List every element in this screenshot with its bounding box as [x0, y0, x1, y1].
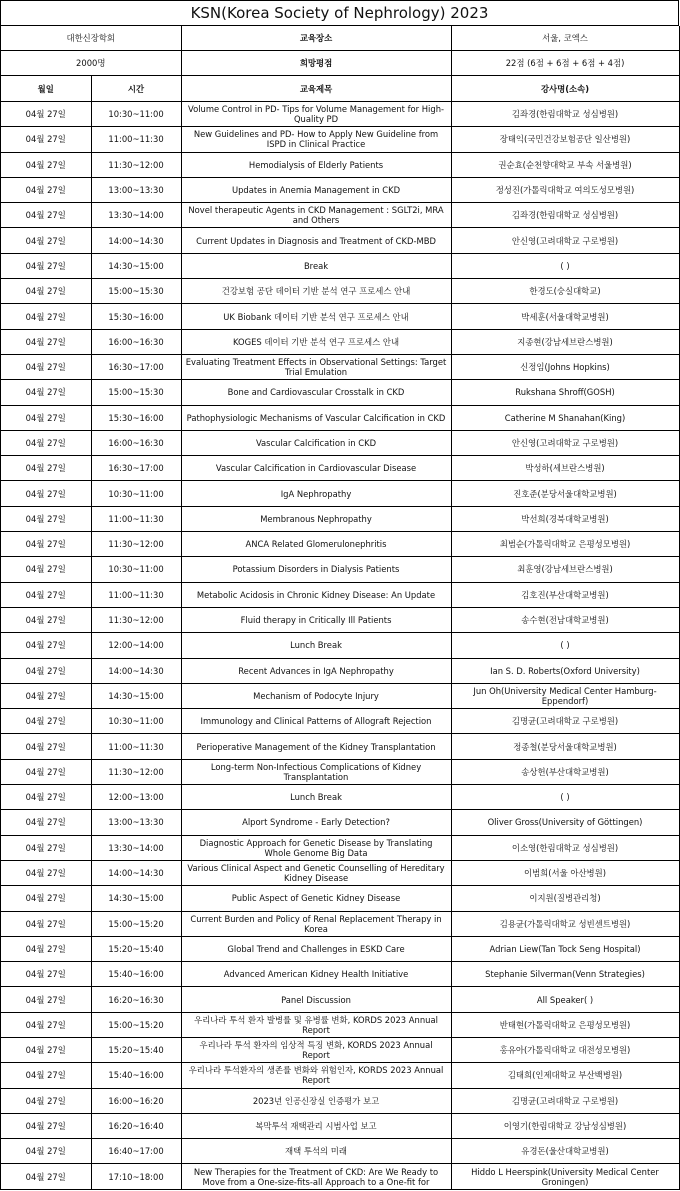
- date-cell: 04월 27일: [1, 1113, 91, 1138]
- time-cell: 12:00~13:00: [91, 785, 181, 810]
- time-cell: 14:30~15:00: [91, 683, 181, 708]
- topic-cell: Recent Advances in IgA Nephropathy: [181, 658, 451, 683]
- time-cell: 16:30~17:00: [91, 354, 181, 379]
- time-cell: 11:00~11:30: [91, 506, 181, 531]
- topic-cell: 재택 투석의 미래: [181, 1139, 451, 1164]
- topic-cell: 복막투석 재택관리 시범사업 보고: [181, 1113, 451, 1138]
- time-cell: 16:30~17:00: [91, 456, 181, 481]
- date-cell: 04월 27일: [1, 785, 91, 810]
- topic-cell: 우리나라 투석 환자 발병률 및 유병률 변화, KORDS 2023 Annual Report: [181, 1012, 451, 1037]
- date-cell: 04월 27일: [1, 1063, 91, 1088]
- topic-cell: Vascular Calcification in Cardiovascular Disease: [181, 456, 451, 481]
- header-topic: 교육제목: [181, 76, 451, 102]
- topic-cell: Potassium Disorders in Dialysis Patients: [181, 557, 451, 582]
- header-lecturer: 강사명(소속): [451, 76, 679, 102]
- lecturer-cell: Ian S. D. Roberts(Oxford University): [451, 658, 679, 683]
- lecturer-cell: 김태희(인제대학교 부산백병원): [451, 1063, 679, 1088]
- topic-cell: Hemodialysis of Elderly Patients: [181, 152, 451, 177]
- time-cell: 17:10~18:00: [91, 1164, 181, 1189]
- table-header: [1, 76, 679, 102]
- date-cell: 04월 27일: [1, 860, 91, 885]
- table-row: [1, 481, 679, 506]
- table-row: [1, 354, 679, 379]
- table-row: [1, 835, 679, 860]
- topic-cell: Alport Syndrome - Early Detection?: [181, 810, 451, 835]
- lecturer-cell: 이지원(질병관리청): [451, 886, 679, 911]
- topic-cell: 우리나라 투석 환자의 임상적 특징 변화, KORDS 2023 Annual Report: [181, 1037, 451, 1062]
- date-cell: 04월 27일: [1, 1088, 91, 1113]
- topic-cell: Current Updates in Diagnosis and Treatment of CKD-MBD: [181, 228, 451, 253]
- topic-cell: 우리나라 투석환자의 생존률 변화와 위험인자, KORDS 2023 Annual Report: [181, 1063, 451, 1088]
- date-cell: 04월 27일: [1, 127, 91, 152]
- date-cell: 04월 27일: [1, 683, 91, 708]
- table-row: [1, 279, 679, 304]
- topic-cell: Mechanism of Podocyte Injury: [181, 683, 451, 708]
- lecturer-cell: 안신영(고려대학교 구로병원): [451, 430, 679, 455]
- topic-cell: Break: [181, 253, 451, 278]
- topic-cell: Current Burden and Policy of Renal Replacement Therapy in Korea: [181, 911, 451, 936]
- lecturer-cell: 이범희(서울 아산병원): [451, 860, 679, 885]
- table-row: [1, 962, 679, 987]
- table-row: [1, 734, 679, 759]
- table-row: [1, 1063, 679, 1088]
- lecturer-cell: 이영기(한림대학교 강남성심병원): [451, 1113, 679, 1138]
- lecturer-cell: 박성하(세브란스병원): [451, 456, 679, 481]
- capacity-value: 2000명: [1, 51, 181, 76]
- lecturer-cell: 김호진(부산대학교병원): [451, 582, 679, 607]
- time-cell: 16:00~16:30: [91, 329, 181, 354]
- date-cell: 04월 27일: [1, 709, 91, 734]
- date-cell: 04월 27일: [1, 177, 91, 202]
- table-row: [1, 304, 679, 329]
- topic-cell: Perioperative Management of the Kidney Transplantation: [181, 734, 451, 759]
- topic-cell: Pathophysiologic Mechanisms of Vascular Calcification in CKD: [181, 405, 451, 430]
- lecturer-cell: 박선희(경북대학교병원): [451, 506, 679, 531]
- info-row-capacity: [1, 51, 679, 76]
- lecturer-cell: 송수현(전남대학교병원): [451, 607, 679, 632]
- topic-cell: Various Clinical Aspect and Genetic Counselling of Hereditary Kidney Disease: [181, 860, 451, 885]
- date-cell: 04월 27일: [1, 380, 91, 405]
- page-title: KSN(Korea Society of Nephrology) 2023: [1, 1, 679, 26]
- date-cell: 04월 27일: [1, 532, 91, 557]
- table-row: [1, 936, 679, 961]
- topic-cell: Metabolic Acidosis in Chronic Kidney Disease: An Update: [181, 582, 451, 607]
- lecturer-cell: ( ): [451, 633, 679, 658]
- date-cell: 04월 27일: [1, 481, 91, 506]
- date-cell: 04월 27일: [1, 1164, 91, 1189]
- time-cell: 13:30~14:00: [91, 835, 181, 860]
- table-row: [1, 177, 679, 202]
- date-cell: 04월 27일: [1, 987, 91, 1012]
- date-cell: 04월 27일: [1, 607, 91, 632]
- time-cell: 15:00~15:20: [91, 911, 181, 936]
- time-cell: 11:00~11:30: [91, 582, 181, 607]
- table-row: [1, 1113, 679, 1138]
- date-cell: 04월 27일: [1, 203, 91, 228]
- date-cell: 04월 27일: [1, 1139, 91, 1164]
- table-row: [1, 430, 679, 455]
- time-cell: 10:30~11:00: [91, 709, 181, 734]
- topic-cell: Vascular Calcification in CKD: [181, 430, 451, 455]
- date-cell: 04월 27일: [1, 582, 91, 607]
- date-cell: 04월 27일: [1, 1037, 91, 1062]
- table-row: [1, 152, 679, 177]
- date-cell: 04월 27일: [1, 734, 91, 759]
- date-cell: 04월 27일: [1, 962, 91, 987]
- table-row: [1, 506, 679, 531]
- lecturer-cell: Catherine M Shanahan(King): [451, 405, 679, 430]
- time-cell: 15:20~15:40: [91, 936, 181, 961]
- date-cell: 04월 27일: [1, 886, 91, 911]
- lecturer-cell: Jun Oh(University Medical Center Hamburg-Eppendorf): [451, 683, 679, 708]
- date-cell: 04월 27일: [1, 456, 91, 481]
- lecturer-cell: Stephanie Silverman(Venn Strategies): [451, 962, 679, 987]
- lecturer-cell: 반태현(가톨릭대학교 은평성모병원): [451, 1012, 679, 1037]
- table-row: [1, 860, 679, 885]
- date-cell: 04월 27일: [1, 102, 91, 127]
- time-cell: 15:00~15:30: [91, 380, 181, 405]
- topic-cell: Bone and Cardiovascular Crosstalk in CKD: [181, 380, 451, 405]
- topic-cell: KOGES 데이터 기반 분석 연구 프로세스 안내: [181, 329, 451, 354]
- topic-cell: Evaluating Treatment Effects in Observational Settings: Target Trial Emulation: [181, 354, 451, 379]
- lecturer-cell: 최훈영(강남세브란스병원): [451, 557, 679, 582]
- table-row: [1, 532, 679, 557]
- table-row: [1, 228, 679, 253]
- venue-value: 서울, 코엑스: [451, 26, 679, 51]
- topic-cell: Diagnostic Approach for Genetic Disease by Translating Whole Genome Big Data: [181, 835, 451, 860]
- time-cell: 14:30~15:00: [91, 253, 181, 278]
- table-row: [1, 380, 679, 405]
- time-cell: 13:00~13:30: [91, 177, 181, 202]
- lecturer-cell: ( ): [451, 253, 679, 278]
- table-row: [1, 456, 679, 481]
- topic-cell: New Therapies for the Treatment of CKD: Are We Ready to Move from a One-size-fits-all Approach to a One-fit for: [181, 1164, 451, 1189]
- topic-cell: Long-term Non-Infectious Complications of Kidney Transplantation: [181, 759, 451, 784]
- lecturer-cell: 한경도(숭실대학교): [451, 279, 679, 304]
- lecturer-cell: 지종현(강남세브란스병원): [451, 329, 679, 354]
- table-row: [1, 405, 679, 430]
- table-row: [1, 759, 679, 784]
- table-row: [1, 329, 679, 354]
- lecturer-cell: 유경돈(울산대학교병원): [451, 1139, 679, 1164]
- lecturer-cell: 정종철(분당서울대학교병원): [451, 734, 679, 759]
- lecturer-cell: Rukshana Shroff(GOSH): [451, 380, 679, 405]
- topic-cell: Advanced American Kidney Health Initiative: [181, 962, 451, 987]
- date-cell: 04월 27일: [1, 658, 91, 683]
- lecturer-cell: Adrian Liew(Tan Tock Seng Hospital): [451, 936, 679, 961]
- lecturer-cell: Oliver Gross(University of Göttingen): [451, 810, 679, 835]
- time-cell: 14:00~14:30: [91, 658, 181, 683]
- table-row: [1, 658, 679, 683]
- schedule-table: [1, 26, 680, 1190]
- topic-cell: Public Aspect of Genetic Kidney Disease: [181, 886, 451, 911]
- time-cell: 15:30~16:00: [91, 405, 181, 430]
- date-cell: 04월 27일: [1, 810, 91, 835]
- time-cell: 15:00~15:20: [91, 1012, 181, 1037]
- table-row: [1, 253, 679, 278]
- time-cell: 16:20~16:30: [91, 987, 181, 1012]
- table-row: [1, 127, 679, 152]
- date-cell: 04월 27일: [1, 152, 91, 177]
- table-row: [1, 709, 679, 734]
- time-cell: 11:00~11:30: [91, 734, 181, 759]
- topic-cell: 건강보험 공단 데이터 기반 분석 연구 프로세스 안내: [181, 279, 451, 304]
- time-cell: 11:30~12:00: [91, 607, 181, 632]
- topic-cell: Updates in Anemia Management in CKD: [181, 177, 451, 202]
- topic-cell: ANCA Related Glomerulonephritis: [181, 532, 451, 557]
- time-cell: 15:20~15:40: [91, 1037, 181, 1062]
- lecturer-cell: Hiddo L Heerspink(University Medical Center Groningen): [451, 1164, 679, 1189]
- date-cell: 04월 27일: [1, 633, 91, 658]
- lecturer-cell: 김명균(고려대학교 구로병원): [451, 709, 679, 734]
- time-cell: 15:30~16:00: [91, 304, 181, 329]
- date-cell: 04월 27일: [1, 835, 91, 860]
- lecturer-cell: 박세훈(서울대학교병원): [451, 304, 679, 329]
- venue-label: 교육장소: [181, 26, 451, 51]
- topic-cell: UK Biobank 데이터 기반 분석 연구 프로세스 안내: [181, 304, 451, 329]
- header-date: 월일: [1, 76, 91, 102]
- info-row-organizer: [1, 26, 679, 51]
- table-row: [1, 987, 679, 1012]
- table-row: [1, 102, 679, 127]
- time-cell: 16:40~17:00: [91, 1139, 181, 1164]
- credit-label: 희망평점: [181, 51, 451, 76]
- date-cell: 04월 27일: [1, 354, 91, 379]
- time-cell: 14:00~14:30: [91, 228, 181, 253]
- topic-cell: Immunology and Clinical Patterns of Allograft Rejection: [181, 709, 451, 734]
- topic-cell: New Guidelines and PD- How to Apply New Guideline from ISPD in Clinical Practice: [181, 127, 451, 152]
- lecturer-cell: 진호준(분당서울대학교병원): [451, 481, 679, 506]
- topic-cell: Lunch Break: [181, 785, 451, 810]
- time-cell: 10:30~11:00: [91, 481, 181, 506]
- time-cell: 16:20~16:40: [91, 1113, 181, 1138]
- date-cell: 04월 27일: [1, 759, 91, 784]
- table-row: [1, 886, 679, 911]
- time-cell: 11:30~12:00: [91, 152, 181, 177]
- table-row: [1, 1164, 679, 1189]
- date-cell: 04월 27일: [1, 911, 91, 936]
- lecturer-cell: 권순효(순천향대학교 부속 서울병원): [451, 152, 679, 177]
- time-cell: 13:30~14:00: [91, 203, 181, 228]
- table-row: [1, 607, 679, 632]
- time-cell: 16:00~16:20: [91, 1088, 181, 1113]
- table-row: [1, 911, 679, 936]
- header-time: 시간: [91, 76, 181, 102]
- table-row: [1, 810, 679, 835]
- date-cell: 04월 27일: [1, 1012, 91, 1037]
- time-cell: 10:30~11:00: [91, 102, 181, 127]
- table-row: [1, 1012, 679, 1037]
- topic-cell: 2023년 인공신장실 인증평가 보고: [181, 1088, 451, 1113]
- topic-cell: Fluid therapy in Critically Ill Patients: [181, 607, 451, 632]
- lecturer-cell: 이소영(한림대학교 성심병원): [451, 835, 679, 860]
- topic-cell: Novel therapeutic Agents in CKD Management : SGLT2i, MRA and Others: [181, 203, 451, 228]
- time-cell: 12:00~14:00: [91, 633, 181, 658]
- date-cell: 04월 27일: [1, 430, 91, 455]
- table-row: [1, 203, 679, 228]
- date-cell: 04월 27일: [1, 279, 91, 304]
- lecturer-cell: 김좌경(한림대학교 성심병원): [451, 203, 679, 228]
- date-cell: 04월 27일: [1, 329, 91, 354]
- lecturer-cell: 김좌경(한림대학교 성심병원): [451, 102, 679, 127]
- credit-value: 22점 (6점 + 6점 + 6점 + 4점): [451, 51, 679, 76]
- table-row: [1, 1139, 679, 1164]
- topic-cell: Volume Control in PD- Tips for Volume Management for High-Quality PD: [181, 102, 451, 127]
- time-cell: 11:00~11:30: [91, 127, 181, 152]
- table-row: [1, 633, 679, 658]
- time-cell: 11:30~12:00: [91, 759, 181, 784]
- table-row: [1, 582, 679, 607]
- time-cell: 16:00~16:30: [91, 430, 181, 455]
- lecturer-cell: 홍유아(가톨릭대학교 대전성모병원): [451, 1037, 679, 1062]
- table-row: [1, 557, 679, 582]
- date-cell: 04월 27일: [1, 228, 91, 253]
- date-cell: 04월 27일: [1, 253, 91, 278]
- time-cell: 15:40~16:00: [91, 962, 181, 987]
- table-row: [1, 1088, 679, 1113]
- topic-cell: Panel Discussion: [181, 987, 451, 1012]
- topic-cell: IgA Nephropathy: [181, 481, 451, 506]
- lecturer-cell: 장태익(국민건강보험공단 일산병원): [451, 127, 679, 152]
- table-row: [1, 1037, 679, 1062]
- time-cell: 14:30~15:00: [91, 886, 181, 911]
- lecturer-cell: ( ): [451, 785, 679, 810]
- lecturer-cell: 신정임(Johns Hopkins): [451, 354, 679, 379]
- lecturer-cell: 안신영(고려대학교 구로병원): [451, 228, 679, 253]
- lecturer-cell: 김명균(고려대학교 구로병원): [451, 1088, 679, 1113]
- organizer-value: 대한신장학회: [1, 26, 181, 51]
- table-row: [1, 683, 679, 708]
- table-row: [1, 785, 679, 810]
- date-cell: 04월 27일: [1, 405, 91, 430]
- time-cell: 14:00~14:30: [91, 860, 181, 885]
- lecturer-cell: 정성진(가톨릭대학교 여의도성모병원): [451, 177, 679, 202]
- time-cell: 15:00~15:30: [91, 279, 181, 304]
- lecturer-cell: 김용균(가톨릭대학교 성빈센트병원): [451, 911, 679, 936]
- date-cell: 04월 27일: [1, 304, 91, 329]
- lecturer-cell: 송상헌(부산대학교병원): [451, 759, 679, 784]
- date-cell: 04월 27일: [1, 506, 91, 531]
- date-cell: 04월 27일: [1, 557, 91, 582]
- topic-cell: Lunch Break: [181, 633, 451, 658]
- topic-cell: Global Trend and Challenges in ESKD Care: [181, 936, 451, 961]
- time-cell: 11:30~12:00: [91, 532, 181, 557]
- date-cell: 04월 27일: [1, 936, 91, 961]
- lecturer-cell: All Speaker( ): [451, 987, 679, 1012]
- time-cell: 15:40~16:00: [91, 1063, 181, 1088]
- lecturer-cell: 최범순(가톨릭대학교 은평성모병원): [451, 532, 679, 557]
- time-cell: 13:00~13:30: [91, 810, 181, 835]
- topic-cell: Membranous Nephropathy: [181, 506, 451, 531]
- time-cell: 10:30~11:00: [91, 557, 181, 582]
